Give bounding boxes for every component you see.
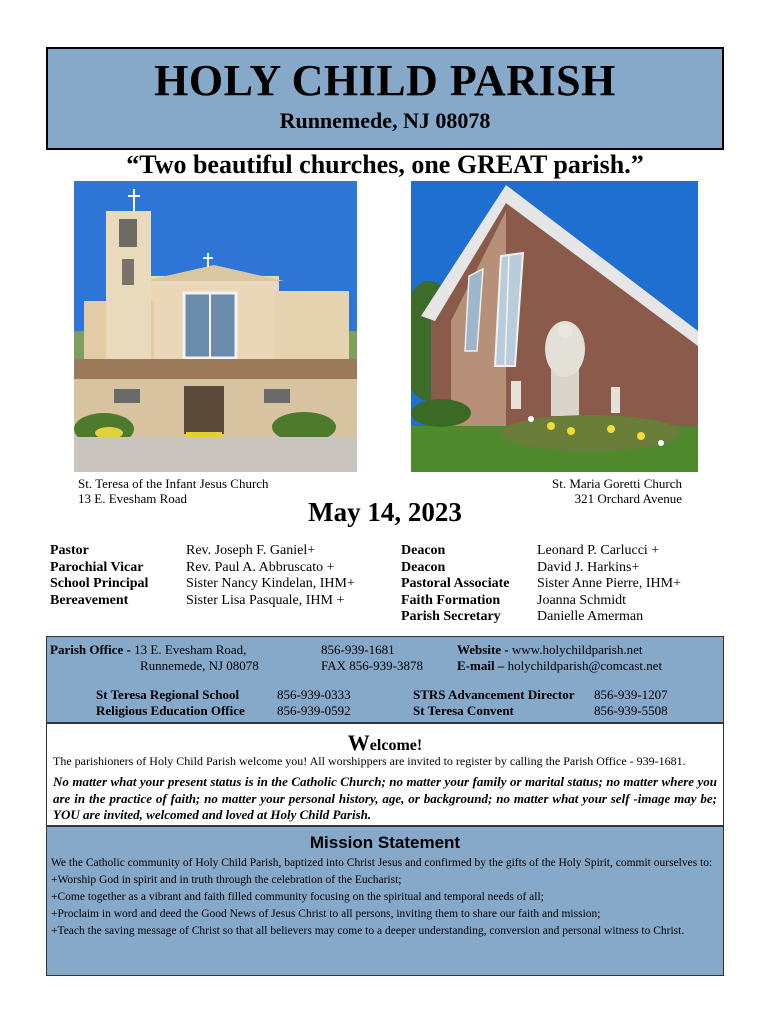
staff-name: Rev. Joseph F. Ganiel+ [186, 543, 316, 558]
staff-role: Deacon [401, 543, 446, 558]
mission-item: +Teach the saving message of Christ so that all believers may come to a deeper understanding, conversion and personal witness to Christ. [51, 925, 685, 937]
school-label: St Teresa Regional School [96, 687, 240, 702]
welcome-statement: No matter what your present status is in the Catholic Church; no matter your family or marital status; no matter where you are in the practice of faith; no matter your personal history, age, or background; no matter what your self -image may be; YOU are invited, welcomed and loved at Holy Child Parish. [53, 774, 717, 822]
welcome-heading-initial: W [347, 730, 370, 755]
staff-role: Parish Secretary [401, 609, 501, 624]
st-maria-goretti-church-photo [411, 181, 698, 472]
staff-role: Faith Formation [401, 592, 501, 608]
parish-phone: 856-939-1681 [321, 642, 395, 657]
staff-right-names [537, 543, 681, 626]
staff-name: Rev. Paul A. Abbruscato + [186, 559, 335, 575]
parish-office-address-1: 13 E. Evesham Road, [134, 642, 247, 657]
parish-title: HOLY CHILD PARISH [154, 56, 616, 105]
staff-right-roles [401, 543, 509, 626]
welcome-heading [47, 730, 723, 756]
parish-fax: FAX 856-939-3878 [321, 658, 423, 673]
website-link[interactable]: www.holychildparish.net [511, 642, 643, 657]
st-teresa-address: 13 E. Evesham Road [78, 491, 188, 506]
website-label: Website - [457, 642, 509, 657]
welcome-text: The parishioners of Holy Child Parish welcome you! All worshippers are invited to register by calling the Parish Office - 939-1681. [53, 754, 686, 768]
parish-location: Runnemede, NJ 08078 [279, 108, 491, 133]
staff-name: Sister Anne Pierre, IHM+ [537, 576, 681, 591]
st-teresa-name: St. Teresa of the Infant Jesus Church [78, 476, 269, 491]
website-line [457, 642, 642, 658]
welcome-heading-rest: elcome! [369, 737, 423, 754]
advancement-phone: 856-939-1207 [594, 687, 668, 702]
staff-name: Joanna Schmidt [537, 592, 627, 608]
religious-ed-label: Religious Education Office [96, 703, 245, 718]
staff-left-names [186, 543, 355, 609]
contact-info-box [46, 636, 724, 723]
staff-role: Bereavement [50, 592, 129, 608]
mission-item: +Worship God in spirit and in truth through the celebration of the Eucharist; [51, 874, 402, 886]
staff-name: Sister Nancy Kindelan, IHM+ [186, 576, 355, 591]
mission-body [51, 855, 717, 940]
email-label: E-mail – [457, 658, 505, 673]
staff-name: David J. Harkins+ [537, 559, 640, 575]
mission-item: +Come together as a vibrant and faith filled community focusing on the spiritual and temporal needs of all; [51, 891, 544, 903]
staff-role: Pastor [50, 543, 89, 558]
mission-item: +Proclaim in word and deed the Good News of Jesus Christ to all persons, inviting them to share our faith and mission; [51, 908, 601, 920]
parish-office-line [50, 642, 246, 658]
mission-box [46, 826, 724, 976]
staff-role: Parochial Vicar [50, 559, 144, 575]
email-link[interactable]: holychildparish@comcast.net [507, 658, 663, 673]
parish-office-label: Parish Office - [50, 642, 131, 657]
st-maria-goretti-name: St. Maria Goretti Church [552, 476, 682, 491]
staff-role: Deacon [401, 559, 446, 575]
st-maria-goretti-address: 321 Orchard Avenue [574, 491, 682, 506]
staff-name: Sister Lisa Pasquale, IHM + [186, 592, 345, 608]
tagline: “Two beautiful churches, one GREAT parish.” [126, 150, 644, 179]
mission-intro: We the Catholic community of Holy Child Parish, baptized into Christ Jesus and confirmed by the gifts of the Holy Spirit, commit ourselves to: [51, 857, 713, 869]
staff-name: Danielle Amerman [537, 609, 644, 624]
convent-label: St Teresa Convent [413, 703, 514, 718]
convent-phone: 856-939-5508 [594, 703, 668, 718]
st-teresa-church-photo [74, 181, 357, 472]
mission-heading: Mission Statement [309, 833, 461, 852]
staff-left-roles [50, 543, 148, 609]
advancement-label: STRS Advancement Director [413, 687, 575, 702]
school-phone: 856-939-0333 [277, 687, 351, 702]
staff-name: Leonard P. Carlucci + [537, 543, 660, 558]
email-line [457, 658, 662, 674]
welcome-box [46, 723, 724, 826]
staff-role: School Principal [50, 576, 149, 591]
header-banner [46, 47, 724, 150]
parish-office-address-2: Runnemede, NJ 08078 [140, 658, 259, 673]
staff-role: Pastoral Associate [401, 576, 510, 591]
bulletin-date: May 14, 2023 [308, 497, 462, 527]
religious-ed-phone: 856-939-0592 [277, 703, 351, 718]
